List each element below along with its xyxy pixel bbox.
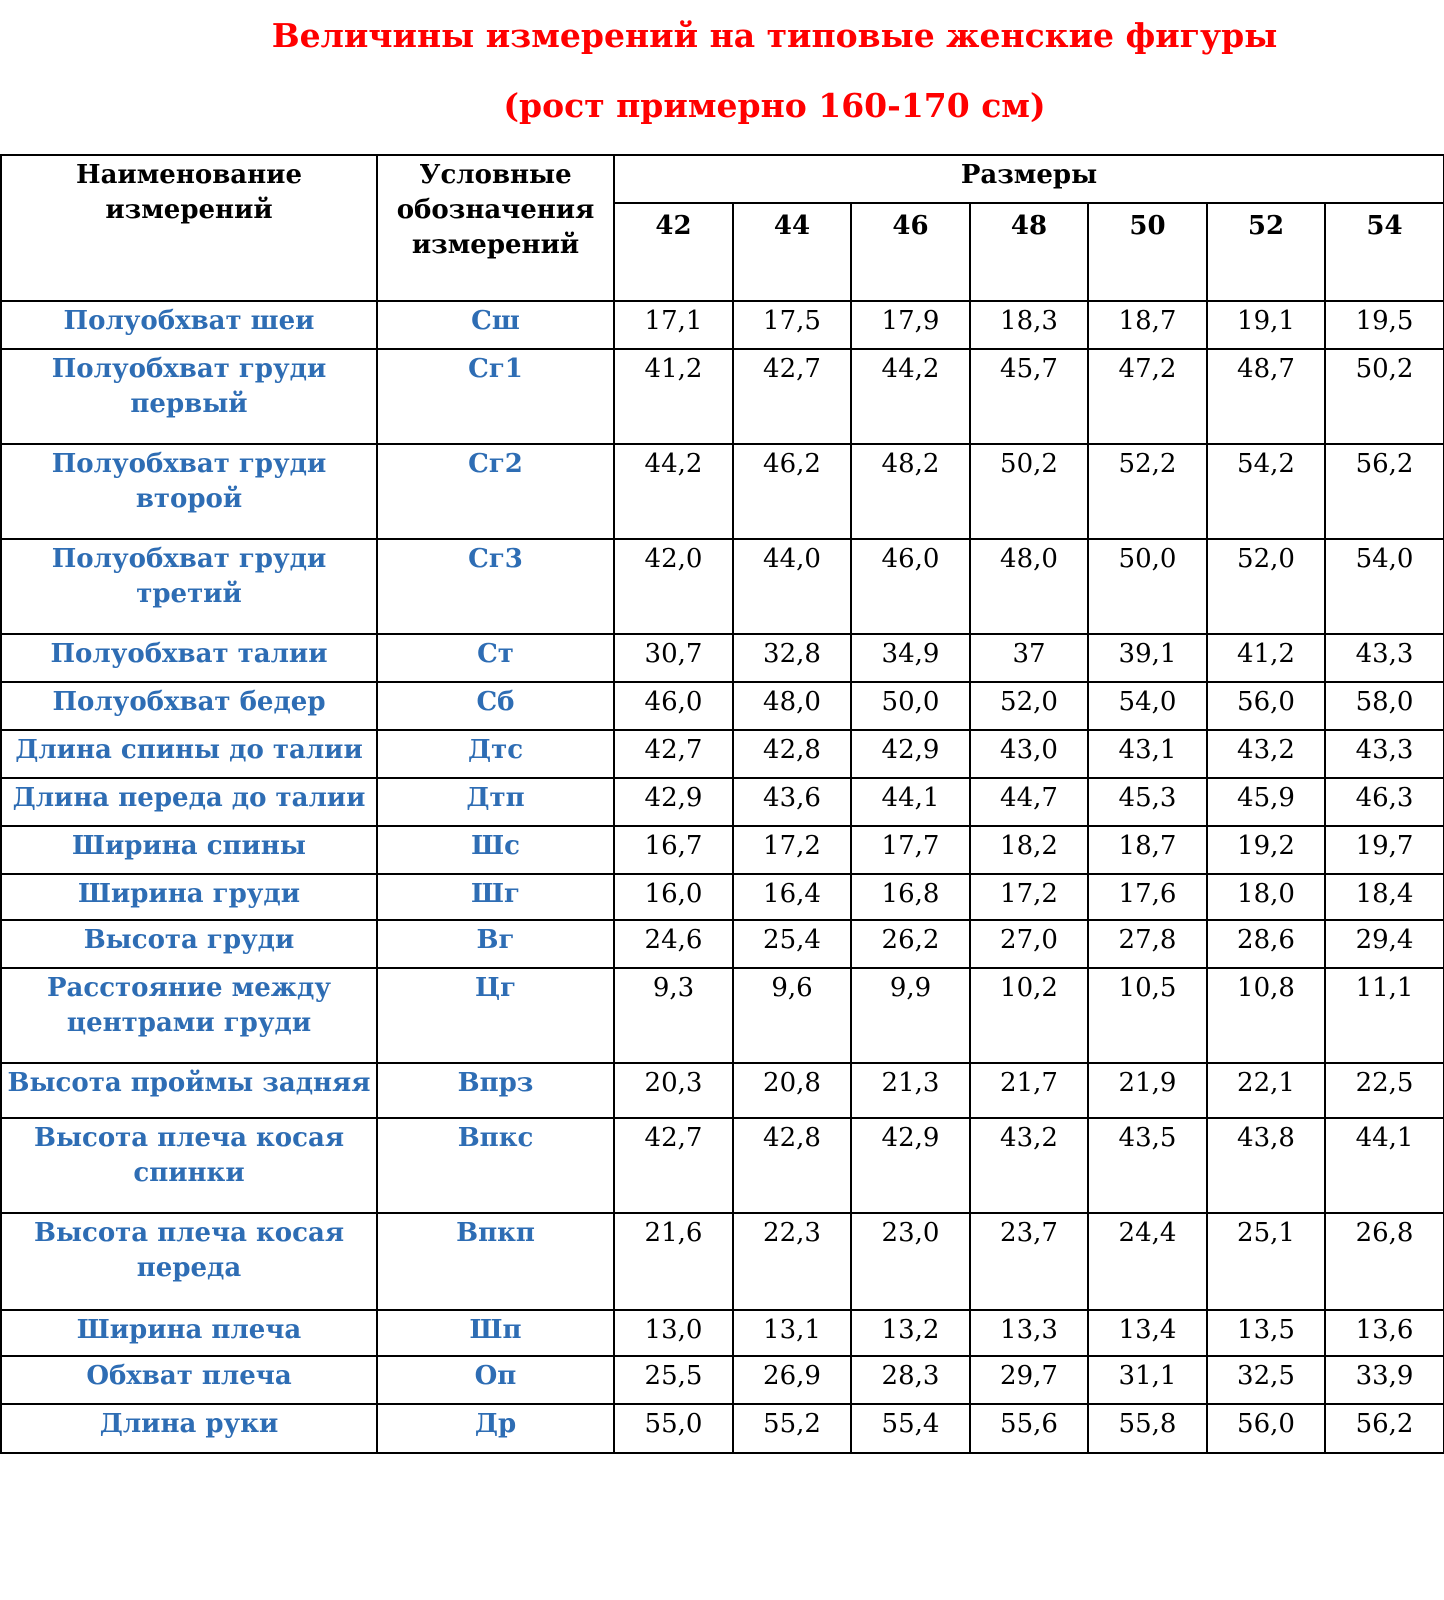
page-title: Величины измерений на типовые женские фигуры <box>271 16 1278 55</box>
table-row <box>1 874 1444 920</box>
measurement-value-size-44: 55,2 <box>733 1404 851 1453</box>
measurement-name: Ширина плеча <box>1 1310 377 1356</box>
measurement-value-size-52: 19,2 <box>1207 826 1325 874</box>
table-row <box>1 682 1444 730</box>
measurement-value-size-50: 52,2 <box>1088 444 1207 539</box>
measurement-value-size-50: 10,5 <box>1088 968 1207 1063</box>
measurement-value-size-54: 46,3 <box>1325 778 1444 826</box>
measurement-value-size-44: 17,2 <box>733 826 851 874</box>
measurement-value-size-52: 56,0 <box>1207 1404 1325 1453</box>
measurement-code: Сг2 <box>377 444 614 539</box>
measurement-name: Полуобхват талии <box>1 634 377 682</box>
table-row <box>1 1310 1444 1356</box>
measurement-value-size-46: 28,3 <box>851 1356 970 1404</box>
measurement-value-size-42: 25,5 <box>614 1356 733 1404</box>
header-size-52: 52 <box>1207 203 1325 301</box>
measurement-value-size-42: 42,7 <box>614 730 733 778</box>
header-size-54: 54 <box>1325 203 1444 301</box>
measurement-code: Впрз <box>377 1063 614 1118</box>
header-measurement-name: Наименование измерений <box>1 155 377 301</box>
measurement-code: Цг <box>377 968 614 1063</box>
measurement-code: Оп <box>377 1356 614 1404</box>
measurement-value-size-48: 29,7 <box>970 1356 1088 1404</box>
measurement-value-size-44: 32,8 <box>733 634 851 682</box>
measurement-value-size-48: 13,3 <box>970 1310 1088 1356</box>
header-size-46: 46 <box>851 203 970 301</box>
measurement-value-size-54: 18,4 <box>1325 874 1444 920</box>
measurement-value-size-52: 10,8 <box>1207 968 1325 1063</box>
measurement-code: Вг <box>377 920 614 968</box>
measurement-name: Длина спины до талии <box>1 730 377 778</box>
measurement-value-size-46: 34,9 <box>851 634 970 682</box>
measurement-value-size-46: 44,1 <box>851 778 970 826</box>
measurement-code: Впкс <box>377 1118 614 1213</box>
measurement-value-size-42: 42,7 <box>614 1118 733 1213</box>
table-row <box>1 1213 1444 1310</box>
measurement-value-size-44: 9,6 <box>733 968 851 1063</box>
header-measurement-code: Условные обозначения измерений <box>377 155 614 301</box>
measurement-value-size-48: 43,0 <box>970 730 1088 778</box>
header-size-48: 48 <box>970 203 1088 301</box>
measurement-value-size-48: 50,2 <box>970 444 1088 539</box>
measurement-value-size-42: 44,2 <box>614 444 733 539</box>
measurement-name: Высота плеча косая переда <box>1 1213 377 1310</box>
measurement-value-size-46: 9,9 <box>851 968 970 1063</box>
measurement-code: Сг1 <box>377 349 614 444</box>
measurement-name: Длина переда до талии <box>1 778 377 826</box>
table-row <box>1 349 1444 444</box>
measurement-value-size-46: 17,9 <box>851 301 970 349</box>
measurement-value-size-50: 21,9 <box>1088 1063 1207 1118</box>
measurement-code: Сг3 <box>377 539 614 634</box>
measurement-value-size-44: 48,0 <box>733 682 851 730</box>
measurement-value-size-50: 24,4 <box>1088 1213 1207 1310</box>
measurement-name: Полуобхват груди третий <box>1 539 377 634</box>
measurement-name: Ширина спины <box>1 826 377 874</box>
measurement-value-size-48: 44,7 <box>970 778 1088 826</box>
measurement-value-size-46: 48,2 <box>851 444 970 539</box>
measurement-value-size-54: 56,2 <box>1325 1404 1444 1453</box>
measurement-value-size-54: 19,5 <box>1325 301 1444 349</box>
measurement-code: Шг <box>377 874 614 920</box>
table-row <box>1 730 1444 778</box>
measurement-name: Полуобхват груди первый <box>1 349 377 444</box>
measurement-value-size-52: 56,0 <box>1207 682 1325 730</box>
measurement-value-size-46: 17,7 <box>851 826 970 874</box>
measurement-value-size-52: 19,1 <box>1207 301 1325 349</box>
measurement-value-size-48: 18,3 <box>970 301 1088 349</box>
measurement-value-size-42: 16,0 <box>614 874 733 920</box>
measurement-value-size-50: 13,4 <box>1088 1310 1207 1356</box>
measurement-name: Высота плеча косая спинки <box>1 1118 377 1213</box>
measurement-value-size-54: 43,3 <box>1325 634 1444 682</box>
header-size-50: 50 <box>1088 203 1207 301</box>
measurement-name: Полуобхват бедер <box>1 682 377 730</box>
table-row <box>1 826 1444 874</box>
measurement-value-size-44: 46,2 <box>733 444 851 539</box>
measurement-value-size-44: 26,9 <box>733 1356 851 1404</box>
table-row <box>1 1404 1444 1453</box>
measurement-value-size-50: 55,8 <box>1088 1404 1207 1453</box>
table-row <box>1 1356 1444 1404</box>
measurement-value-size-46: 13,2 <box>851 1310 970 1356</box>
measurement-value-size-54: 54,0 <box>1325 539 1444 634</box>
measurement-value-size-54: 11,1 <box>1325 968 1444 1063</box>
table-row <box>1 778 1444 826</box>
measurement-code: Ст <box>377 634 614 682</box>
measurement-value-size-50: 54,0 <box>1088 682 1207 730</box>
measurement-name: Высота проймы задняя <box>1 1063 377 1118</box>
page-subtitle: (рост примерно 160-170 см) <box>503 86 1046 125</box>
measurement-value-size-48: 23,7 <box>970 1213 1088 1310</box>
measurement-value-size-48: 52,0 <box>970 682 1088 730</box>
measurement-value-size-42: 46,0 <box>614 682 733 730</box>
measurement-value-size-54: 26,8 <box>1325 1213 1444 1310</box>
measurement-value-size-52: 22,1 <box>1207 1063 1325 1118</box>
measurement-code: Сш <box>377 301 614 349</box>
measurement-code: Впкп <box>377 1213 614 1310</box>
measurement-value-size-48: 27,0 <box>970 920 1088 968</box>
measurement-value-size-42: 9,3 <box>614 968 733 1063</box>
measurement-value-size-44: 25,4 <box>733 920 851 968</box>
measurement-value-size-52: 43,8 <box>1207 1118 1325 1213</box>
measurement-value-size-54: 29,4 <box>1325 920 1444 968</box>
measurement-value-size-52: 54,2 <box>1207 444 1325 539</box>
table-row <box>1 539 1444 634</box>
table-row <box>1 634 1444 682</box>
measurement-code: Дтп <box>377 778 614 826</box>
measurement-name: Расстояние между центрами груди <box>1 968 377 1063</box>
measurement-value-size-44: 16,4 <box>733 874 851 920</box>
measurement-value-size-44: 42,8 <box>733 1118 851 1213</box>
measurement-value-size-50: 17,6 <box>1088 874 1207 920</box>
measurement-value-size-48: 18,2 <box>970 826 1088 874</box>
measurement-value-size-42: 16,7 <box>614 826 733 874</box>
measurement-value-size-54: 22,5 <box>1325 1063 1444 1118</box>
measurement-value-size-52: 28,6 <box>1207 920 1325 968</box>
measurement-value-size-46: 16,8 <box>851 874 970 920</box>
measurement-value-size-50: 18,7 <box>1088 301 1207 349</box>
measurement-value-size-50: 45,3 <box>1088 778 1207 826</box>
measurement-value-size-48: 10,2 <box>970 968 1088 1063</box>
measurement-value-size-48: 43,2 <box>970 1118 1088 1213</box>
measurement-value-size-54: 58,0 <box>1325 682 1444 730</box>
measurement-value-size-50: 43,1 <box>1088 730 1207 778</box>
measurement-value-size-48: 37 <box>970 634 1088 682</box>
measurement-value-size-42: 24,6 <box>614 920 733 968</box>
measurement-code: Шс <box>377 826 614 874</box>
measurement-value-size-42: 30,7 <box>614 634 733 682</box>
measurement-code: Шп <box>377 1310 614 1356</box>
measurement-value-size-42: 13,0 <box>614 1310 733 1356</box>
measurement-name: Обхват плеча <box>1 1356 377 1404</box>
measurement-value-size-54: 56,2 <box>1325 444 1444 539</box>
measurement-value-size-42: 42,9 <box>614 778 733 826</box>
table-row <box>1 301 1444 349</box>
measurement-value-size-54: 44,1 <box>1325 1118 1444 1213</box>
measurement-value-size-48: 21,7 <box>970 1063 1088 1118</box>
table-row <box>1 1063 1444 1118</box>
measurement-value-size-46: 26,2 <box>851 920 970 968</box>
measurement-value-size-42: 21,6 <box>614 1213 733 1310</box>
measurement-value-size-42: 17,1 <box>614 301 733 349</box>
table-row <box>1 968 1444 1063</box>
measurement-value-size-44: 42,7 <box>733 349 851 444</box>
measurement-code: Сб <box>377 682 614 730</box>
measurement-value-size-46: 44,2 <box>851 349 970 444</box>
table-row <box>1 1118 1444 1213</box>
measurement-value-size-54: 33,9 <box>1325 1356 1444 1404</box>
measurement-value-size-46: 42,9 <box>851 730 970 778</box>
measurement-value-size-50: 50,0 <box>1088 539 1207 634</box>
measurement-value-size-42: 41,2 <box>614 349 733 444</box>
measurement-value-size-48: 17,2 <box>970 874 1088 920</box>
header-size-44: 44 <box>733 203 851 301</box>
measurement-value-size-44: 44,0 <box>733 539 851 634</box>
header-size-42: 42 <box>614 203 733 301</box>
measurement-value-size-44: 13,1 <box>733 1310 851 1356</box>
measurement-value-size-52: 25,1 <box>1207 1213 1325 1310</box>
measurement-value-size-48: 55,6 <box>970 1404 1088 1453</box>
measurement-value-size-44: 43,6 <box>733 778 851 826</box>
table-row <box>1 920 1444 968</box>
measurement-value-size-48: 45,7 <box>970 349 1088 444</box>
measurements-table <box>0 154 1444 1454</box>
table-row <box>1 444 1444 539</box>
measurement-value-size-50: 27,8 <box>1088 920 1207 968</box>
measurement-value-size-48: 48,0 <box>970 539 1088 634</box>
measurement-value-size-54: 13,6 <box>1325 1310 1444 1356</box>
measurement-value-size-46: 55,4 <box>851 1404 970 1453</box>
measurement-value-size-46: 21,3 <box>851 1063 970 1118</box>
measurement-value-size-44: 17,5 <box>733 301 851 349</box>
measurement-name: Длина руки <box>1 1404 377 1453</box>
measurement-name: Полуобхват груди второй <box>1 444 377 539</box>
measurement-value-size-50: 18,7 <box>1088 826 1207 874</box>
measurement-value-size-52: 52,0 <box>1207 539 1325 634</box>
measurement-value-size-50: 31,1 <box>1088 1356 1207 1404</box>
measurement-code: Др <box>377 1404 614 1453</box>
measurement-value-size-54: 50,2 <box>1325 349 1444 444</box>
measurement-value-size-52: 48,7 <box>1207 349 1325 444</box>
measurement-value-size-46: 23,0 <box>851 1213 970 1310</box>
measurement-value-size-54: 43,3 <box>1325 730 1444 778</box>
measurement-value-size-44: 22,3 <box>733 1213 851 1310</box>
measurement-code: Дтс <box>377 730 614 778</box>
measurement-value-size-50: 39,1 <box>1088 634 1207 682</box>
measurement-name: Полуобхват шеи <box>1 301 377 349</box>
measurement-value-size-50: 47,2 <box>1088 349 1207 444</box>
measurement-value-size-52: 13,5 <box>1207 1310 1325 1356</box>
measurement-name: Высота груди <box>1 920 377 968</box>
measurement-value-size-42: 55,0 <box>614 1404 733 1453</box>
measurement-value-size-52: 18,0 <box>1207 874 1325 920</box>
measurement-value-size-46: 42,9 <box>851 1118 970 1213</box>
measurement-value-size-52: 41,2 <box>1207 634 1325 682</box>
measurement-value-size-52: 45,9 <box>1207 778 1325 826</box>
measurement-value-size-52: 43,2 <box>1207 730 1325 778</box>
measurement-value-size-50: 43,5 <box>1088 1118 1207 1213</box>
measurement-value-size-42: 20,3 <box>614 1063 733 1118</box>
measurement-value-size-46: 46,0 <box>851 539 970 634</box>
measurement-value-size-52: 32,5 <box>1207 1356 1325 1404</box>
measurement-name: Ширина груди <box>1 874 377 920</box>
measurement-value-size-44: 42,8 <box>733 730 851 778</box>
measurement-value-size-44: 20,8 <box>733 1063 851 1118</box>
measurement-value-size-54: 19,7 <box>1325 826 1444 874</box>
measurement-value-size-42: 42,0 <box>614 539 733 634</box>
measurement-value-size-46: 50,0 <box>851 682 970 730</box>
header-sizes-group: Размеры <box>614 155 1444 203</box>
